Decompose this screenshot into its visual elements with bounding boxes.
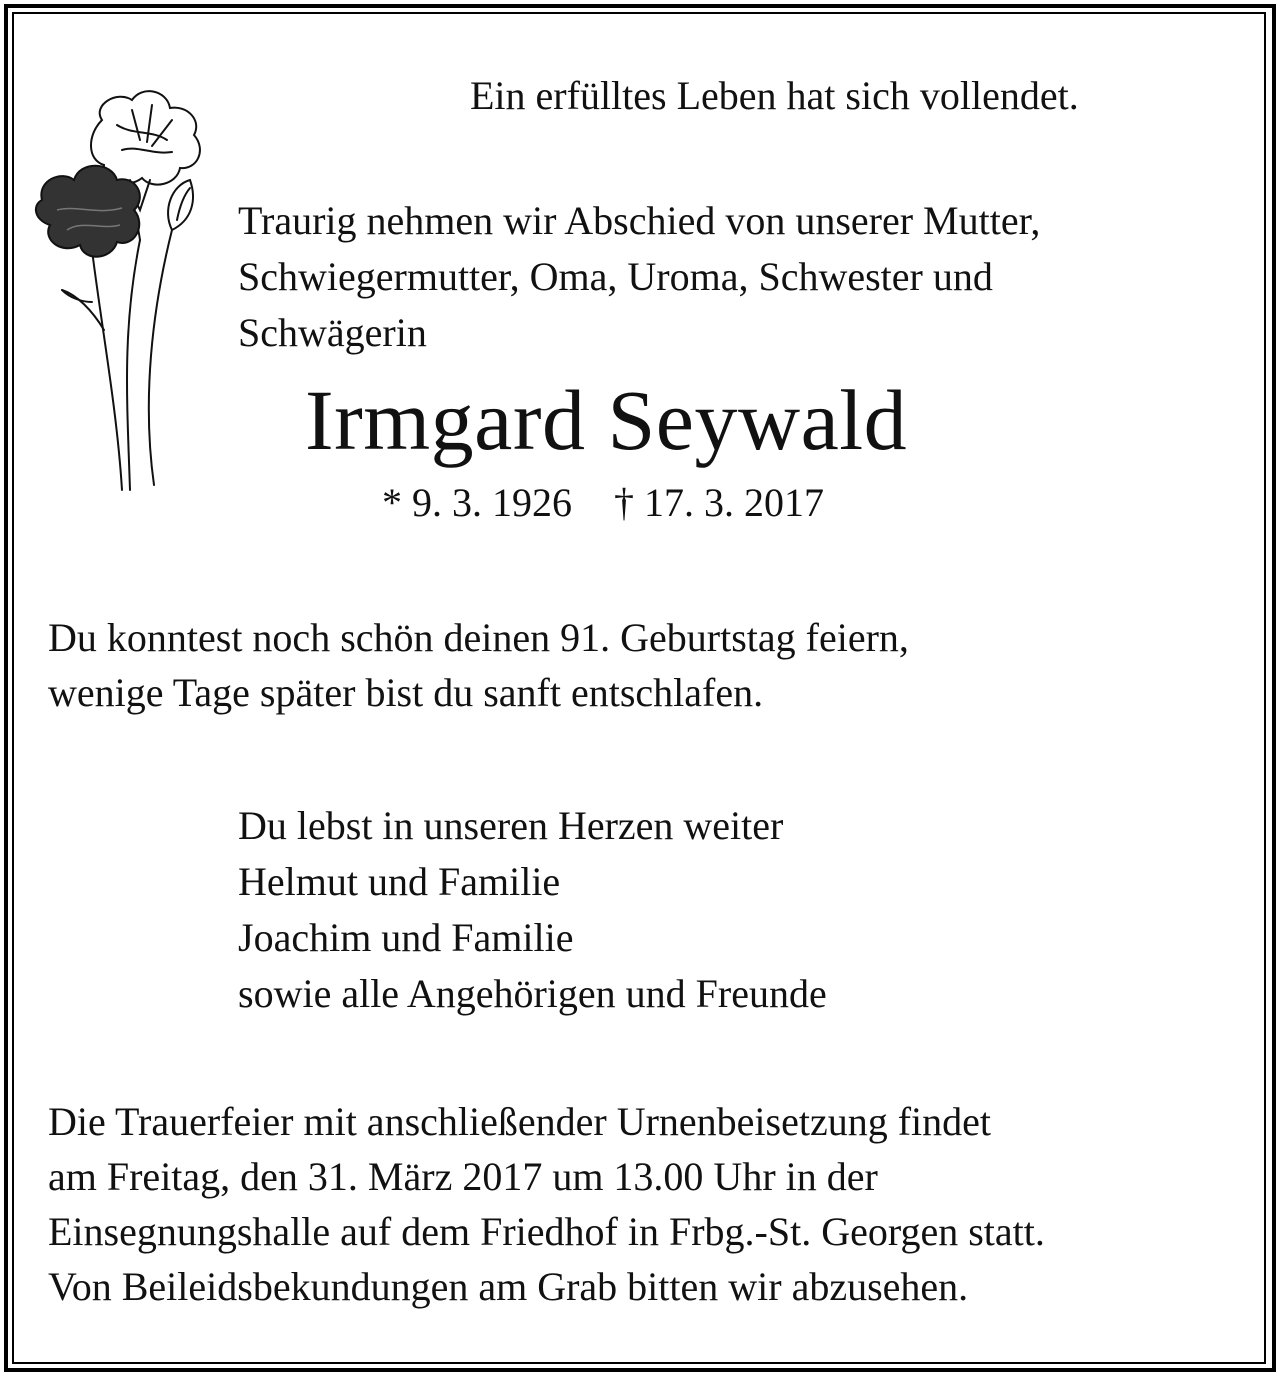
birth-date: * 9. 3. 1926 [382, 480, 572, 525]
funeral-service-text [48, 1094, 1045, 1314]
signers-line: sowie alle Angehörigen und Freunde [238, 971, 827, 1016]
service-line: am Freitag, den 31. März 2017 um 13.00 Uhr in der [48, 1154, 878, 1199]
signers-line: Du lebst in unseren Herzen weiter [238, 803, 784, 848]
signers-line: Helmut und Familie [238, 859, 561, 904]
intro-line: Schwägerin [238, 310, 427, 355]
service-line: Einsegnungshalle auf dem Friedhof in Frbg.-St. Georgen statt. [48, 1209, 1045, 1254]
deceased-name: Irmgard Seywald [305, 372, 908, 468]
signers-block [238, 798, 827, 1022]
death-date: † 17. 3. 2017 [614, 480, 824, 525]
service-line: Von Beileidsbekundungen am Grab bitten wir abzusehen. [48, 1264, 969, 1309]
message-line: Du konntest noch schön deinen 91. Geburtstag feiern, [48, 615, 909, 660]
message-line: wenige Tage später bist du sanft entschlafen. [48, 670, 764, 715]
message-text [48, 610, 909, 720]
motto: Ein erfülltes Leben hat sich vollendet. [470, 73, 1079, 118]
life-dates [382, 479, 824, 527]
intro-line: Schwiegermutter, Oma, Uroma, Schwester und [238, 254, 993, 299]
intro-line: Traurig nehmen wir Abschied von unserer Mutter, [238, 198, 1041, 243]
signers-line: Joachim und Familie [238, 915, 574, 960]
carnation-flowers-icon [22, 80, 222, 500]
intro-text [238, 193, 1040, 361]
service-line: Die Trauerfeier mit anschließender Urnenbeisetzung findet [48, 1099, 992, 1144]
